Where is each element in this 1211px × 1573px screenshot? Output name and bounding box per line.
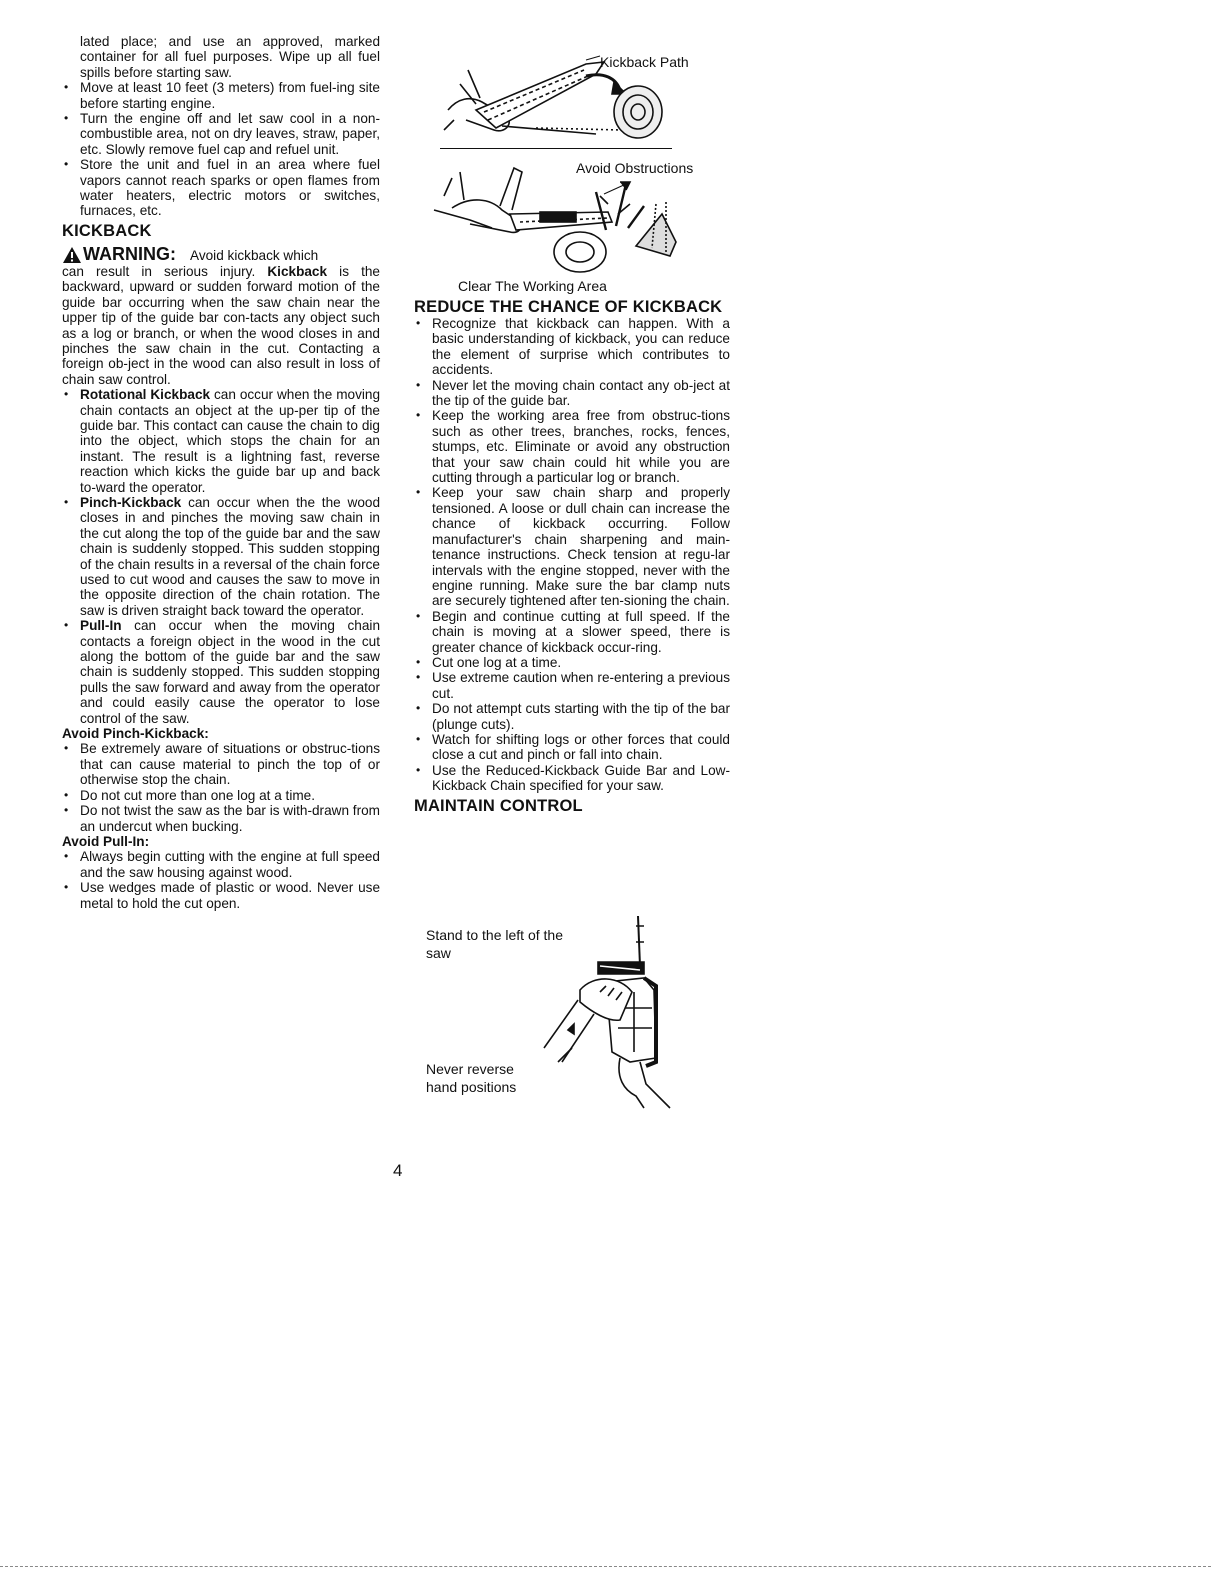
avoid-pinch-heading: Avoid Pinch-Kickback:: [62, 726, 209, 742]
stand-left-label: Stand to the left of the saw: [426, 927, 563, 961]
maintain-control-heading: MAINTAIN CONTROL: [414, 796, 583, 815]
list-item-pinch: • Pinch-Kickback can occur when the the wood closes in and pinches the moving saw chain in the cut along the top of the guide bar and the saw chain is suddenly stopped. This sudden stopping of the chain results in a reversal of the chain force used to cut wood and causes the saw to move in the opposite direction of the chain rotation. The saw is driven straight back toward the operator.: [62, 495, 380, 618]
list-item: • Turn the engine off and let saw cool in a non-combustible area, not on dry leaves, straw, paper, etc. Slowly remove fuel cap and refuel unit.: [62, 111, 380, 157]
list-item-rotational: • Rotational Kickback can occur when the moving chain contacts an object at the up-per tip of the guide bar. This contact can cause the chain to dig into the object, which stops the chain for an instant. The result is a lightning fast, reverse reaction which kicks the guide bar up and back to-ward the operator.: [62, 387, 380, 495]
warning-triangle-icon: [62, 246, 82, 264]
list-item: • Never let the moving chain contact any ob-ject at the tip of the guide bar.: [414, 378, 730, 409]
list-item: • Do not cut more than one log at a time.: [62, 788, 380, 803]
intro-continuation: lated place; and use an approved, marked container for all fuel purposes. Wipe up all fuel spills before starting saw.: [80, 34, 380, 80]
list-item: • Use wedges made of plastic or wood. Never use metal to hold the cut open.: [62, 880, 380, 911]
reduce-kickback-list: [414, 316, 730, 794]
list-item: • Keep your saw chain sharp and properly tensioned. A loose or dull chain can increase the chance of kickback occurring. Follow manufacturer's chain sharpening and main-tenance instructions. Check tension at regu-lar intervals with the engine stopped, never with the engine running. Make sure the bar clamp nuts are securely tightened after ten-sioning the chain.: [414, 485, 730, 608]
avoid-obstructions-label: Avoid Obstructions: [576, 160, 694, 176]
list-item: • Begin and continue cutting at full speed. If the chain is moving at a slower speed, there is greater chance of kickback occur-ring.: [414, 609, 730, 655]
list-item: • Watch for shifting logs or other forces that could close a cut and pinch or fall into chain.: [414, 732, 730, 763]
list-item: • Do not attempt cuts starting with the tip of the bar (plunge cuts).: [414, 701, 730, 732]
list-item: • Cut one log at a time.: [414, 655, 730, 670]
right-column: [414, 298, 730, 815]
clear-working-area-label: Clear The Working Area: [458, 278, 607, 294]
list-item: • Always begin cutting with the engine at full speed and the saw housing against wood.: [62, 849, 380, 880]
warning-line: [62, 245, 380, 264]
kickback-heading: KICKBACK: [62, 221, 152, 240]
list-item: • Be extremely aware of situations or obstruc-tions that can cause material to pinch the top of or otherwise stop the chain.: [62, 741, 380, 787]
list-item: • Keep the working area free from obstruc-tions such as other trees, branches, rocks, fences, stumps, etc. Eliminate or avoid any obstruction that your saw chain could hit while you are cutting through a particular log or branch.: [414, 408, 730, 485]
kickback-path-label: Kickback Path: [600, 54, 689, 70]
page-number: 4: [393, 1161, 403, 1180]
left-column: [62, 34, 380, 911]
list-item: • Recognize that kickback can happen. With a basic understanding of kickback, you can reduce the element of surprise which contributes to accidents.: [414, 316, 730, 378]
avoid-pullin-list: [62, 849, 380, 911]
list-item: • Do not twist the saw as the bar is with-drawn from an undercut when bucking.: [62, 803, 380, 834]
list-item-pullin: • Pull-In can occur when the moving chain contacts a foreign object in the wood in the cut along the bottom of the guide bar and the saw chain is suddenly stopped. This sudden stopping pulls the saw forward and away from the operator and could easily cause the operator to lose control of the saw.: [62, 618, 380, 726]
avoid-pullin-heading: Avoid Pull-In:: [62, 833, 150, 849]
list-item: • Use the Reduced-Kickback Guide Bar and Low-Kickback Chain specified for your saw.: [414, 763, 730, 794]
avoid-pinch-list: [62, 741, 380, 833]
figure-divider: [440, 148, 672, 149]
reduce-kickback-heading: REDUCE THE CHANCE OF KICKBACK: [414, 298, 723, 316]
kickback-types-list: [62, 387, 380, 726]
list-item: • Store the unit and fuel in an area where fuel vapors cannot reach sparks or open flames from water heaters, electric motors or switches, furnaces, etc.: [62, 157, 380, 219]
list-item: • Use extreme caution when re-entering a previous cut.: [414, 670, 730, 701]
warning-first-line: Avoid kickback which: [190, 248, 319, 264]
warning-paragraph: can result in serious injury. Kickback is the backward, upward or sudden forward motion of the guide bar occurring when the saw chain near the upper tip of the guide bar con-tacts any object such as a log or branch, or when the wood closes in and pinches the saw chain in the cut. Contacting a foreign ob-ject in the wood can also result in loss of chain saw control.: [62, 263, 380, 387]
never-reverse-label: Never reverse hand positions: [426, 1061, 517, 1095]
warning-label: WARNING:: [83, 243, 176, 264]
fuel-safety-list: [62, 80, 380, 219]
bottom-edge-rule: [0, 1566, 1211, 1567]
list-item: • Move at least 10 feet (3 meters) from fuel-ing site before starting engine.: [62, 80, 380, 111]
